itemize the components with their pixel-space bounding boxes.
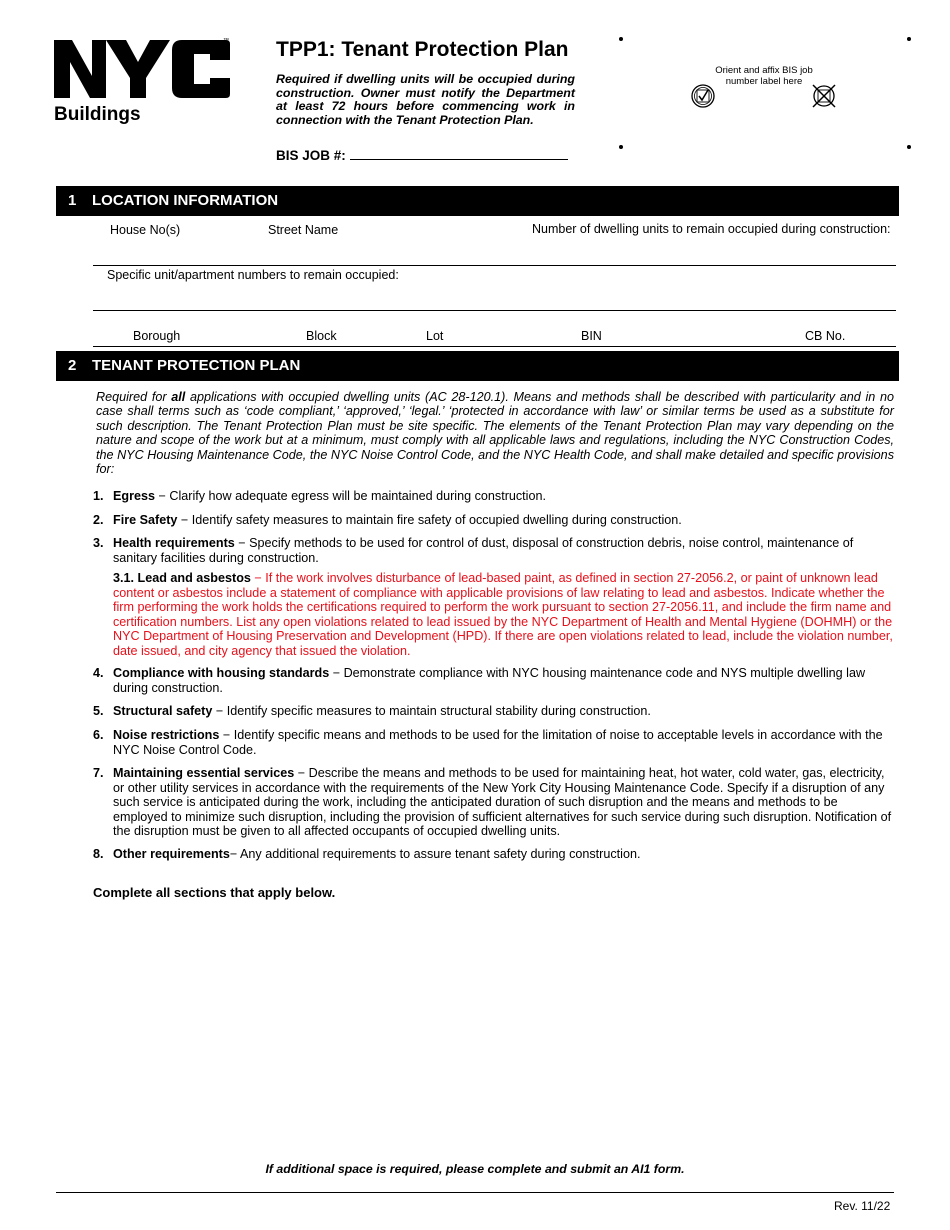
form-subtitle: Required if dwelling units will be occupied during construction. Owner must notify the Department at least 72 hours before commencing work in connection with the Tenant Protection Plan. [276,72,575,127]
x-circle-icon [810,82,838,110]
logo-trademark: ™ [223,38,229,44]
borough-label: Borough [133,329,181,343]
logo-letter-y [106,40,170,98]
bis-job-input[interactable] [350,147,568,160]
bis-job-label: BIS JOB #: [276,148,346,163]
sub-item-lead-asbestos: 3.1. Lead and asbestos − If the work involves disturbance of lead-based paint, as defined in section 27-2056.2, or paint of unknown lead content or asbestos include a statement of compliance with applicable provisions of law relating to lead and asbestos. Indicate whether the firm performing the work holds the certifications required to perform the work pursuant to section 27-2056.11, and include the firm name and certification numbers. List any open violations related to lead issued by the NYC Department of Health and Mental Hygiene (DOHMH) or the NYC Department of Housing Preservation and Development (HPD). If there are open violations related to lead, include the violation number, date issued, and city agency that issued the violation. [113,571,893,658]
address-input-line[interactable] [93,265,896,266]
logo-subtitle: Buildings [54,104,141,125]
house-no-label: House No(s) [110,223,181,237]
label-corner-mark [907,37,911,41]
bis-job-field [276,147,568,163]
dwelling-units-label: Number of dwelling units to remain occupied during construction: [532,222,891,236]
cb-no-label: CB No. [805,329,846,343]
additional-space-note: If additional space is required, please complete and submit an AI1 form. [265,1162,685,1176]
logo-letter-c [172,40,230,98]
section-2-intro: Required for all applications with occupied dwelling units (AC 28-120.1). Means and methods shall be described with particularity and in no case shall terms such as ‘code compliant,’ ‘approved,’ ‘legal.’ ‘protected in accordance with law’ or similar terms be used as a substitute for such description. The Tenant Protection Plan must be site specific. The elements of the Tenant Protection Plan may vary depending on the nature and scope of the work but at a minimum, must comply with all applicable laws and regulations, including the NYC Construction Codes, the NYC Housing Maintenance Code, the NYC Noise Control Code, and the NYC Health Code, and shall make detailed and specific provisions for: [96,390,894,477]
section-1-number: 1 [68,192,77,209]
label-corner-mark [619,37,623,41]
section-2-number: 2 [68,357,77,374]
section-2-title: TENANT PROTECTION PLAN [92,357,301,374]
logo-letter-n [54,40,106,98]
section-1-header [56,186,899,216]
check-circle-icon [689,83,717,109]
specific-units-input-line[interactable] [93,310,896,311]
bin-label: BIN [581,329,602,343]
location-ids-input-line[interactable] [93,346,896,347]
section-2-header [56,351,899,381]
label-corner-mark [907,145,911,149]
revision-label: Rev. 11/22 [834,1199,891,1213]
section-1-title: LOCATION INFORMATION [92,192,279,209]
lot-label: Lot [426,329,444,343]
block-label: Block [306,329,337,343]
form-title: TPP1: Tenant Protection Plan [276,38,569,61]
label-instruction: Orient and affix BIS job number label here [715,65,813,87]
street-name-label: Street Name [268,223,339,237]
intro-emphasis: all [171,390,186,404]
footer-divider [56,1192,894,1193]
label-corner-mark [619,145,623,149]
complete-sections-note: Complete all sections that apply below. [93,885,336,900]
specific-units-label: Specific unit/apartment numbers to remain occupied: [107,268,399,282]
